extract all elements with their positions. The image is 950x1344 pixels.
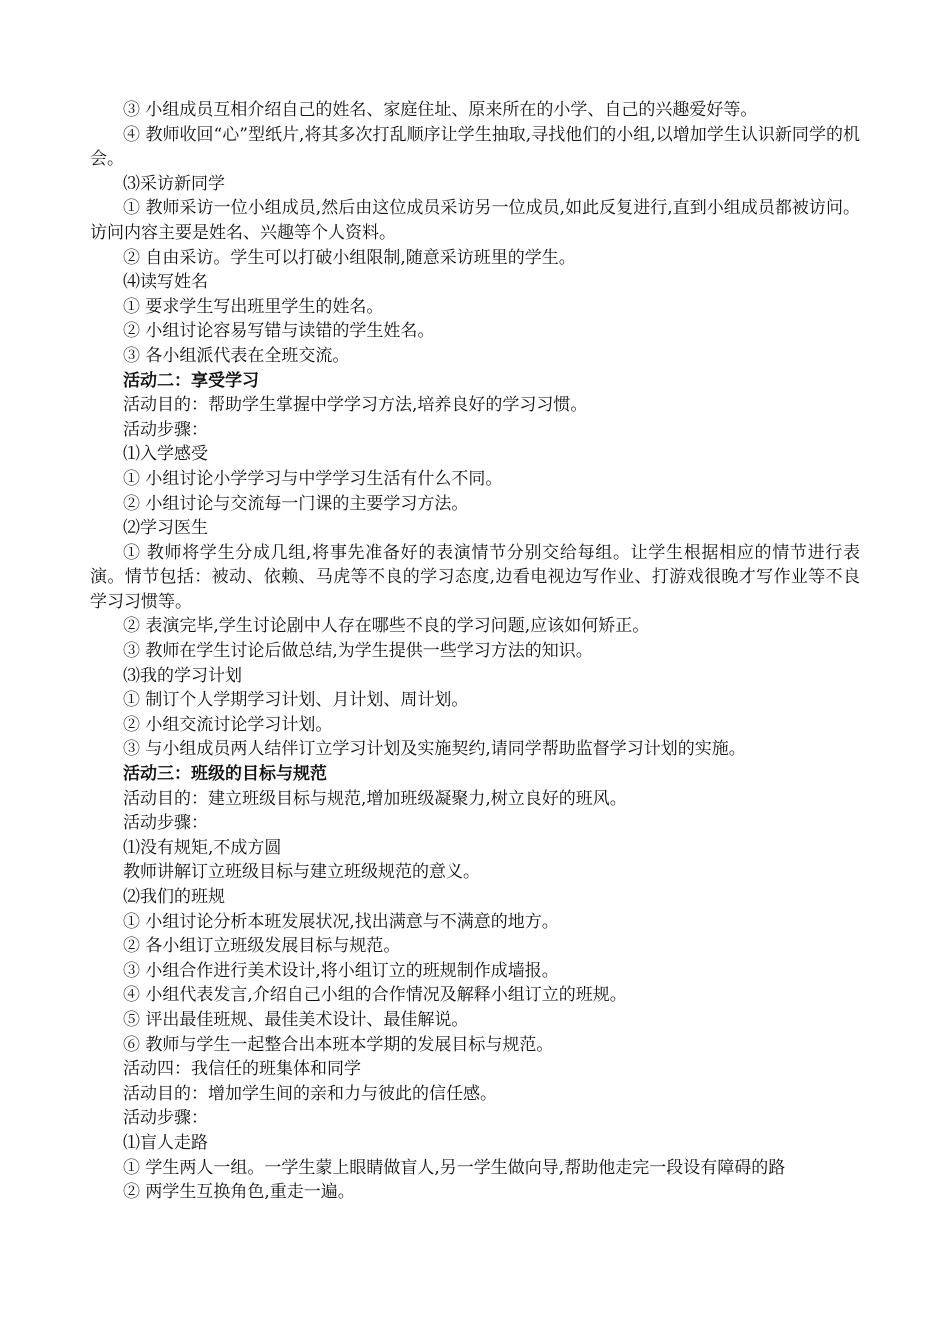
activity-steps-label: 活动步骤： xyxy=(123,419,208,440)
paragraph: ③ 小组合作进行美术设计,将小组订立的班规制作成墙报。 xyxy=(123,960,559,981)
paragraph: ④ 教师收回“心”型纸片,将其多次打乱顺序让学生抽取,寻找他们的小组,以增加学生认识新同学的机会。 xyxy=(90,124,860,170)
paragraph: ② 自由采访。学生可以打破小组限制,随意采访班里的学生。 xyxy=(123,247,576,268)
activity-steps-label: 活动步骤： xyxy=(123,813,208,834)
section-subheading: ⑴入学感受 xyxy=(123,444,208,465)
section-subheading: ⑷读写姓名 xyxy=(123,272,208,293)
paragraph: ① 学生两人一组。一学生蒙上眼睛做盲人,另一学生做向导,帮助他走完一段设有障碍的路 xyxy=(123,1157,786,1178)
section-subheading: ⑴没有规矩,不成方圆 xyxy=(123,837,282,858)
paragraph: ② 小组交流讨论学习计划。 xyxy=(123,714,333,735)
activity-purpose: 活动目的：帮助学生掌握中学学习方法,培养良好的学习习惯。 xyxy=(123,395,588,416)
paragraph: ⑥ 教师与学生一起整合出本班本学期的发展目标与规范。 xyxy=(123,1034,554,1055)
paragraph: ② 各小组订立班级发展目标与规范。 xyxy=(123,936,401,957)
paragraph: ① 教师将学生分成几组,将事先准备好的表演情节分别交给每组。让学生根据相应的情节进行表演。情节包括：被动、依赖、马虎等不良的学习态度,边看电视边写作业、打游戏很晚才写作业等不良学习习惯等。 xyxy=(90,542,860,612)
paragraph: ② 小组讨论容易写错与读错的学生姓名。 xyxy=(123,321,435,342)
section-subheading: ⑵我们的班规 xyxy=(123,887,225,907)
activity-purpose: 活动目的：增加学生间的亲和力与彼此的信任感。 xyxy=(123,1083,497,1104)
activity-heading: 活动二：享受学习 xyxy=(123,370,259,391)
paragraph: ③ 各小组派代表在全班交流。 xyxy=(123,345,350,366)
activity-purpose: 活动目的：建立班级目标与规范,增加班级凝聚力,树立良好的班风。 xyxy=(123,788,627,809)
section-subheading: ⑶采访新同学 xyxy=(123,173,225,194)
paragraph: ③ 小组成员互相介绍自己的姓名、家庭住址、原来所在的小学、自己的兴趣爱好等。 xyxy=(123,100,758,120)
paragraph: ① 制订个人学期学习计划、月计划、周计划。 xyxy=(123,690,469,711)
paragraph: ② 表演完毕,学生讨论剧中人存在哪些不良的学习问题,应该如何矫正。 xyxy=(123,616,650,637)
section-subheading: ⑴盲人走路 xyxy=(123,1132,208,1153)
paragraph: ③ 教师在学生讨论后做总结,为学生提供一些学习方法的知识。 xyxy=(123,641,593,662)
paragraph: ④ 小组代表发言,介绍自己小组的合作情况及解释小组订立的班规。 xyxy=(123,985,627,1006)
paragraph: ① 小组讨论小学学习与中学学习生活有什么不同。 xyxy=(123,468,503,489)
paragraph: ③ 与小组成员两人结伴订立学习计划及实施契约,请同学帮助监督学习计划的实施。 xyxy=(123,739,746,760)
paragraph: ② 小组讨论与交流每一门课的主要学习方法。 xyxy=(123,493,469,514)
activity-steps-label: 活动步骤： xyxy=(123,1108,208,1129)
section-subheading: ⑶我的学习计划 xyxy=(123,665,242,686)
activity-heading: 活动四：我信任的班集体和同学 xyxy=(123,1059,361,1080)
paragraph: ⑤ 评出最佳班规、最佳美术设计、最佳解说。 xyxy=(123,1009,469,1030)
paragraph: ② 两学生互换角色,重走一遍。 xyxy=(123,1182,355,1203)
paragraph: ① 教师采访一位小组成员,然后由这位成员采访另一位成员,如此反复进行,直到小组成员都被访问。访问内容主要是姓名、兴趣等个人资料。 xyxy=(90,198,860,243)
section-subheading: ⑵学习医生 xyxy=(123,518,208,539)
paragraph: ① 小组讨论分析本班发展状况,找出满意与不满意的地方。 xyxy=(123,911,559,932)
document-body xyxy=(90,98,860,1205)
activity-heading: 活动三：班级的目标与规范 xyxy=(123,764,327,785)
paragraph: 教师讲解订立班级目标与建立班级规范的意义。 xyxy=(123,862,480,883)
paragraph: ① 要求学生写出班里学生的姓名。 xyxy=(123,296,384,317)
